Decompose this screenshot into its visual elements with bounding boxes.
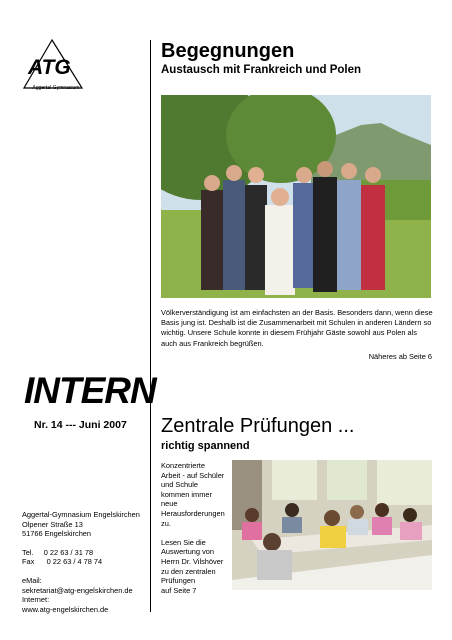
body-line: Lesen Sie die bbox=[161, 537, 206, 547]
body-line: Arbeit - auf Schüler bbox=[161, 470, 225, 480]
tel-line: Tel. 0 22 63 / 31 78 bbox=[22, 547, 94, 557]
body-line: Prüfungen bbox=[161, 576, 196, 586]
internet-label: Internet: bbox=[22, 595, 50, 605]
body-line: zu. bbox=[161, 518, 171, 528]
group-photo bbox=[161, 95, 431, 298]
address-line: Aggertal-Gymnasium Engelskirchen bbox=[22, 510, 140, 519]
body-line: kommen immer bbox=[161, 489, 212, 499]
article1-more-link[interactable]: Näheres ab Seite 6 bbox=[368, 352, 432, 361]
internet-link[interactable]: www.atg-engelskirchen.de bbox=[22, 604, 109, 614]
body-line: Herrn Dr. Vilshöver bbox=[161, 556, 224, 566]
body-line: neue bbox=[161, 499, 178, 509]
logo-subtitle: Aggertal-Gymnasium bbox=[32, 85, 80, 91]
body-line: auf Seite 7 bbox=[161, 585, 197, 595]
article1-title: Begegnungen bbox=[161, 40, 295, 62]
article1-subtitle: Austausch mit Frankreich und Polen bbox=[161, 64, 362, 76]
svg-text:ATG: ATG bbox=[28, 56, 71, 79]
article2-body bbox=[161, 461, 231, 595]
email-link[interactable]: sekretariat@atg-engelskirchen.de bbox=[22, 585, 133, 595]
address-line: Olpener Straße 13 bbox=[22, 519, 83, 529]
body-line: Auswertung von bbox=[161, 547, 214, 557]
classroom-photo bbox=[232, 460, 432, 590]
address-line: 51766 Engelskirchen bbox=[22, 529, 92, 539]
article1-body: Völkerverständigung ist am einfachsten an der Basis. Besonders dann, wenn diese Basis jung ist. Deshalb ist die Zusammenarbeit mit Schulen in anderen Ländern so wichtig. Unsere Schule konnte in diesem Frühjahr Gäste sowohl aus Polen als auch aus Frankreich begrüßen. bbox=[161, 308, 433, 348]
article2-subtitle: richtig spannend bbox=[161, 440, 250, 452]
newsletter-title: INTERN bbox=[24, 370, 156, 411]
article2-title: Zentrale Prüfungen ... bbox=[161, 415, 355, 437]
email-label: eMail: bbox=[22, 575, 42, 585]
issue-number: Nr. 14 --- Juni 2007 bbox=[34, 419, 127, 431]
body-line: und Schule bbox=[161, 480, 198, 490]
body-line: zu den zentralen bbox=[161, 566, 216, 576]
column-divider bbox=[150, 40, 151, 612]
fax-line: Fax 0 22 63 / 4 78 74 bbox=[22, 557, 103, 567]
body-line: Konzentrierte bbox=[161, 461, 205, 470]
body-line: Herausforderungen bbox=[161, 508, 225, 518]
contact-block bbox=[22, 510, 150, 614]
